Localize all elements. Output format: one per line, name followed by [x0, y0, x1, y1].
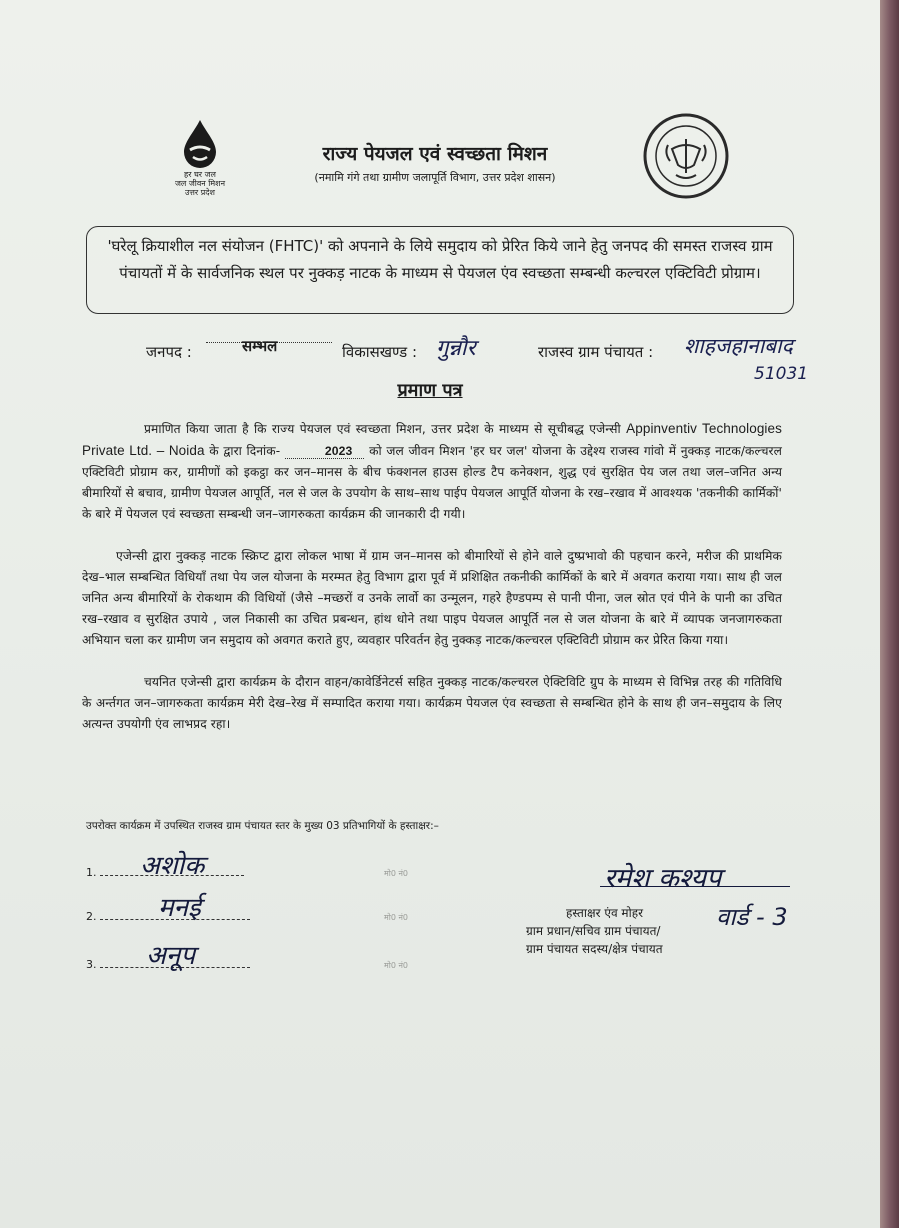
ward-note: वार्ड - 3 — [716, 903, 788, 931]
block-label: विकासखण्ड : — [342, 343, 418, 361]
district-value: सम्भल — [242, 337, 278, 355]
p1-text-c: को जल जीवन मिशन 'हर घर जल' योजना के उद्देश्य राजस्व गांवो में नुक्कड़ नाटक/कल्चरल एक्टिविटी प्रोग्राम कर, ग्रामीणों को इकट्ठा कर जन–मानस के बीच फंक्शनल हाउस होल्ड टैप कनेक्शन, शुद्ध एवं सुरक्षित पेय जल तथा जल–जनित अन्य बीमारियों से बचाव, ग्रामीण पेयजल आपूर्ति, नल से जल के उपयोग के साथ–साथ पाईप पेयजल आपूर्ति योजना के रख–रखाव में आवश्यक 'तकनीकी कार्मिकों' के बारे में पेयजल एवं स्वच्छता सम्बन्धी जन–जागरुकता कार्यक्रम की जानकारी दी गयी। — [82, 444, 782, 521]
certificate-title: प्रमाण पत्र — [397, 380, 463, 401]
water-drop-icon — [180, 118, 220, 170]
gram-panchayat-label: राजस्व ग्राम पंचायत : — [538, 343, 654, 361]
department-subtitle: (नमामि गंगे तथा ग्रामीण जलापूर्ति विभाग, उत्तर प्रदेश शासन) — [314, 171, 556, 184]
participant-2-phone-label: मो0 नं0 — [384, 913, 409, 922]
jal-jeevan-mission-logo — [162, 118, 238, 202]
authority-line-1: हस्ताक्षर एंव मोहर — [566, 906, 644, 920]
authority-signature: रमेश कश्यप — [604, 863, 722, 894]
gram-panchayat-value: शाहजहानाबाद — [684, 334, 793, 358]
paragraph-1 — [82, 418, 782, 525]
program-banner — [86, 226, 794, 314]
participant-3-number: 3. — [86, 958, 97, 971]
logo-caption-1: हर घर जल — [184, 170, 216, 179]
participant-1-phone-label: मो0 नं0 — [384, 869, 409, 878]
participant-3-signature: अनूप — [146, 941, 196, 971]
paragraph-2: एजेन्सी द्वारा नुक्कड़ नाटक स्क्रिप्ट द्वारा लोकल भाषा में ग्राम जन–मानस को बीमारियों से होने वाले दुष्प्रभावो की पहचान करने, मरीज की प्राथमिक देख–भाल सम्बन्धित विधियाँ तथा पेय जल योजना के मरम्मत हेतु विभाग द्वारा पूर्व में प्रशिक्षित तकनीकी कार्मिकों के बारे में अवगत कराया गया। साथ ही जल जनित अन्य बीमारियों के रोकथाम की विधियों (जैसे –मच्छरों व उनके लार्वो का उन्मूलन, गहरे हैण्डपम्प से पानी पीना, जल स्रोत एवं पीने के पानी का उचित रख–रखाव व सुरक्षित उपाये , जल निकासी का उचित प्रबन्धन, हांथ धोने तथा पाइप पेयजल आपूर्ति नल से जल योजना के बारे में व्यापक जनजागरुकता अभियान चला कर ग्रामीण जन समुदाय को अवगत कराते हुए, व्यवहार परिवर्तन हेतु नुक्कड़ नाटक/कल्चरल एक्टिविटी प्रोग्राम कर प्रेरित किया गया। — [82, 549, 782, 647]
participant-1-number: 1. — [86, 866, 97, 879]
participant-2-number: 2. — [86, 910, 97, 923]
p1-text-b: के द्वारा दिनांक- — [209, 444, 281, 458]
block-value: गुन्नौर — [436, 336, 476, 361]
program-date: 2023 — [285, 444, 365, 459]
participant-1-signature: अशोक — [140, 851, 205, 881]
mission-title: राज्य पेयजल एवं स्वच्छता मिशन — [322, 143, 548, 165]
authority-signature-underline — [600, 886, 790, 887]
paragraph-3: चयनित एजेन्सी द्वारा कार्यक्रम के दौरान वाहन/कावेर्डिनेटर्स सहित नुक्कड़ नाटक/कल्चरल ऐक्टिविटि ग्रुप के माध्यम से विभिन्न तरह की गतिविधि के अर्न्तगत जन–जागरुकता कार्यक्रम मेरी देख–रेख में सम्पादित कराया गया। कार्यक्रम पेयजल एंव स्वच्छता से सम्बन्धित होने के साथ ही जन–समुदाय के लिए अत्यन्त उपयोगी एंव लाभप्रद रहा। — [82, 675, 782, 731]
participants-intro: उपरोक्त कार्यक्रम में उपस्थित राजस्व ग्राम पंचायत स्तर के मुख्य 03 प्रतिभागियों के हस्ताक्षर:– — [86, 820, 439, 832]
participant-3-phone-label: मो0 नं0 — [384, 961, 409, 970]
gram-panchayat-code: 51031 — [754, 364, 809, 384]
authority-line-2: ग्राम प्रधान/सचिव ग्राम पंचायत/ — [526, 924, 661, 938]
logo-caption-3: उत्तर प्रदेश — [185, 188, 215, 197]
agency-name: Appinventiv Technologies Private Ltd. – Noida — [82, 421, 782, 458]
p1-text-a: प्रमाणित किया जाता है कि राज्य पेयजल एवं स्वच्छता मिशन, उत्तर प्रदेश के माध्यम से सूचीबद्ध एजेन्सी — [144, 422, 621, 436]
location-fields — [146, 334, 866, 384]
participant-2-signature: मनई — [158, 893, 201, 923]
up-government-seal-icon — [642, 113, 730, 199]
banner-text: 'घरेलू क्रियाशील नल संयोजन (FHTC)' को अपनाने के लिये समुदाय को प्रेरित किये जाने हेतु जनपद की समस्त राजस्व ग्राम पंचायतों में के सार्वजनिक स्थल पर नुक्कड़ नाटक के माध्यम से पेयजल एंव स्वच्छता सम्बन्धी कल्चरल एक्टिविटी प्रोग्राम। — [107, 237, 773, 282]
district-label: जनपद : — [146, 343, 192, 361]
authority-line-3: ग्राम पंचायत सदस्य/क्षेत्र पंचायत — [526, 942, 663, 956]
logo-caption-2: जल जीवन मिशन — [174, 179, 226, 188]
